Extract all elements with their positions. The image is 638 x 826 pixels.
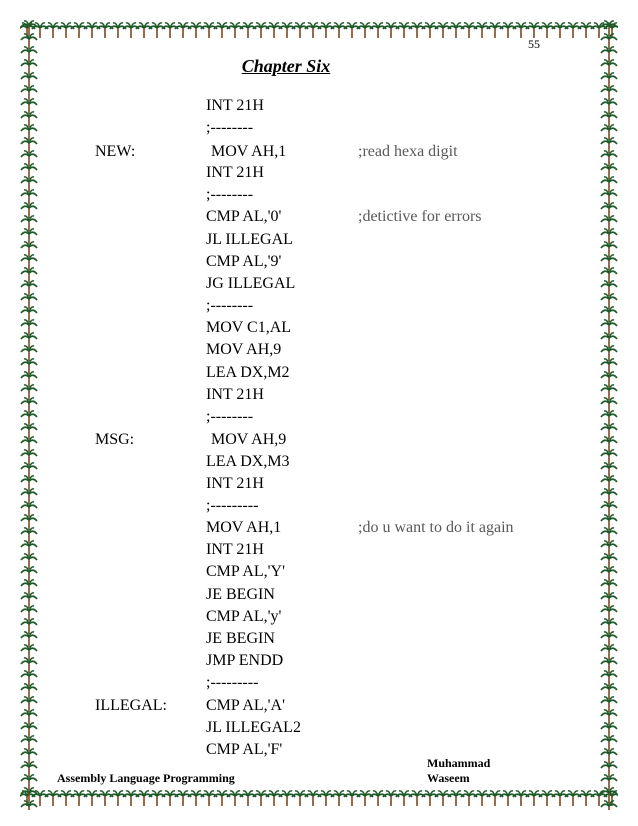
code-line: ;--------- [206, 497, 259, 514]
palm-tree-icon [601, 398, 617, 413]
palm-tree-icon [474, 791, 490, 806]
code-line: JE BEGIN [206, 630, 275, 647]
palm-tree-icon [21, 34, 37, 49]
palm-tree-icon [500, 23, 516, 38]
palm-tree-icon [21, 762, 37, 777]
code-line: MOV AH,9 [211, 431, 287, 448]
palm-tree-icon [21, 307, 37, 322]
palm-tree-icon [601, 710, 617, 725]
palm-tree-icon [601, 554, 617, 569]
palm-tree-icon [500, 791, 516, 806]
code-line: ;-------- [206, 186, 254, 203]
label-msg: MSG: [95, 431, 135, 448]
palm-tree-icon [162, 23, 178, 38]
palm-tree-icon [21, 424, 37, 439]
code-line: ;-------- [206, 119, 254, 136]
code-line: LEA DX,M2 [206, 364, 290, 381]
code-line: CMP AL,'y' [206, 608, 282, 625]
palm-tree-icon [188, 23, 204, 38]
palm-tree-icon [601, 489, 617, 504]
palm-tree-icon [21, 476, 37, 491]
palm-tree-icon [21, 658, 37, 673]
palm-tree-icon [21, 788, 37, 803]
palm-tree-icon [253, 791, 269, 806]
palm-border-left [18, 18, 40, 810]
palm-tree-icon [539, 791, 555, 806]
palm-tree-icon [21, 385, 37, 400]
palm-tree-icon [175, 791, 191, 806]
palm-tree-icon [253, 23, 269, 38]
palm-tree-icon [136, 791, 152, 806]
palm-tree-icon [279, 23, 295, 38]
palm-tree-icon [227, 23, 243, 38]
palm-tree-icon [601, 138, 617, 153]
palm-tree-icon [110, 23, 126, 38]
palm-tree-icon [601, 164, 617, 179]
palm-tree-icon [461, 23, 477, 38]
palm-tree-icon [448, 791, 464, 806]
palm-tree-icon [21, 320, 37, 335]
palm-tree-icon [601, 476, 617, 491]
code-line: CMP AL,'Y' [206, 563, 285, 580]
palm-tree-icon [21, 86, 37, 101]
palm-tree-icon [240, 791, 256, 806]
palm-tree-icon [601, 333, 617, 348]
palm-tree-icon [45, 791, 61, 806]
palm-tree-icon [396, 23, 412, 38]
palm-tree-icon [21, 255, 37, 270]
palm-tree-icon [601, 268, 617, 283]
palm-tree-icon [21, 723, 37, 738]
code-line: MOV C1,AL [206, 319, 292, 336]
palm-tree-icon [214, 791, 230, 806]
palm-tree-icon [513, 791, 529, 806]
palm-tree-icon [21, 775, 37, 790]
palm-tree-icon [601, 424, 617, 439]
palm-tree-icon [21, 632, 37, 647]
palm-tree-icon [601, 788, 617, 803]
palm-tree-icon [526, 791, 542, 806]
palm-tree-icon [21, 619, 37, 634]
palm-tree-icon [21, 125, 37, 140]
palm-tree-icon [370, 23, 386, 38]
palm-tree-icon [601, 697, 617, 712]
palm-tree-icon [601, 86, 617, 101]
palm-tree-icon [21, 242, 37, 257]
palm-tree-icon [601, 73, 617, 88]
palm-tree-icon [175, 23, 191, 38]
palm-tree-icon [21, 398, 37, 413]
palm-tree-icon [552, 791, 568, 806]
palm-tree-icon [474, 23, 490, 38]
palm-tree-icon [84, 23, 100, 38]
palm-tree-icon [21, 177, 37, 192]
palm-tree-icon [601, 528, 617, 543]
palm-tree-icon [601, 411, 617, 426]
palm-tree-icon [123, 791, 139, 806]
palm-tree-icon [409, 23, 425, 38]
comment-detect: ;detictive for errors [358, 208, 482, 225]
code-line: INT 21H [206, 541, 264, 558]
palm-tree-icon [435, 791, 451, 806]
code-line: MOV AH,1 [206, 519, 282, 536]
palm-tree-icon [149, 791, 165, 806]
footer-book-title: Assembly Language Programming [57, 771, 235, 785]
code-line: INT 21H [206, 386, 264, 403]
footer-author-last: Waseem [427, 771, 470, 785]
palm-tree-icon [357, 791, 373, 806]
palm-tree-icon [201, 791, 217, 806]
code-line: JG ILLEGAL [206, 275, 296, 292]
palm-tree-icon [21, 541, 37, 556]
palm-tree-icon [21, 164, 37, 179]
palm-tree-icon [409, 791, 425, 806]
palm-tree-icon [601, 281, 617, 296]
palm-tree-icon [601, 567, 617, 582]
palm-tree-icon [601, 749, 617, 764]
label-new: NEW: [95, 143, 136, 160]
palm-tree-icon [21, 515, 37, 530]
palm-tree-icon [601, 593, 617, 608]
palm-tree-icon [601, 502, 617, 517]
palm-tree-icon [188, 791, 204, 806]
palm-tree-icon [21, 710, 37, 725]
code-line: CMP AL,'9' [206, 253, 282, 270]
palm-tree-icon [58, 23, 74, 38]
code-line: CMP AL,'F' [206, 741, 283, 758]
palm-tree-icon [21, 554, 37, 569]
code-line: LEA DX,M3 [206, 453, 290, 470]
palm-tree-icon [305, 791, 321, 806]
palm-tree-icon [123, 23, 139, 38]
code-line: MOV AH,1 [211, 143, 287, 160]
palm-tree-icon [279, 791, 295, 806]
palm-border-bottom [20, 786, 618, 810]
palm-tree-icon [565, 23, 581, 38]
palm-tree-icon [97, 791, 113, 806]
palm-tree-icon [21, 528, 37, 543]
palm-tree-icon [21, 112, 37, 127]
palm-tree-icon [601, 125, 617, 140]
palm-tree-icon [318, 791, 334, 806]
label-illegal: ILLEGAL: [95, 697, 167, 714]
palm-tree-icon [21, 21, 37, 36]
palm-tree-icon [227, 791, 243, 806]
palm-tree-icon [601, 775, 617, 790]
palm-tree-icon [201, 23, 217, 38]
palm-tree-icon [601, 684, 617, 699]
palm-tree-icon [552, 23, 568, 38]
palm-tree-icon [539, 23, 555, 38]
code-line: INT 21H [206, 164, 264, 181]
footer-author [427, 756, 490, 786]
palm-tree-icon [601, 671, 617, 686]
palm-tree-icon [162, 791, 178, 806]
palm-tree-icon [21, 437, 37, 452]
palm-tree-icon [331, 23, 347, 38]
palm-tree-icon [601, 242, 617, 257]
palm-tree-icon [601, 177, 617, 192]
palm-tree-icon [422, 23, 438, 38]
palm-tree-icon [601, 632, 617, 647]
code-line: JL ILLEGAL2 [206, 719, 301, 736]
palm-border-right [598, 18, 620, 810]
palm-tree-icon [71, 791, 87, 806]
palm-tree-icon [601, 216, 617, 231]
palm-tree-icon [21, 684, 37, 699]
palm-tree-icon [601, 450, 617, 465]
palm-tree-icon [396, 791, 412, 806]
palm-tree-icon [487, 791, 503, 806]
palm-tree-icon [344, 23, 360, 38]
palm-tree-icon [21, 359, 37, 374]
palm-tree-icon [21, 463, 37, 478]
palm-tree-icon [601, 346, 617, 361]
code-line: INT 21H [206, 97, 264, 114]
chapter-title: Chapter Six [241, 56, 331, 76]
palm-tree-icon [565, 791, 581, 806]
palm-tree-icon [21, 216, 37, 231]
palm-tree-icon [21, 502, 37, 517]
code-line: JE BEGIN [206, 586, 275, 603]
page-number: 55 [528, 37, 540, 51]
palm-tree-icon [21, 593, 37, 608]
palm-tree-icon [21, 333, 37, 348]
palm-tree-icon [601, 320, 617, 335]
palm-tree-icon [292, 791, 308, 806]
palm-tree-icon [21, 372, 37, 387]
palm-tree-icon [21, 671, 37, 686]
palm-tree-icon [292, 23, 308, 38]
palm-tree-icon [601, 437, 617, 452]
palm-tree-icon [331, 791, 347, 806]
palm-tree-icon [601, 151, 617, 166]
palm-tree-icon [149, 23, 165, 38]
palm-tree-icon [601, 580, 617, 595]
palm-tree-icon [383, 791, 399, 806]
code-line: ;-------- [206, 408, 254, 425]
palm-tree-icon [21, 294, 37, 309]
code-line: JMP ENDD [206, 652, 284, 669]
palm-tree-icon [526, 23, 542, 38]
palm-tree-icon [601, 541, 617, 556]
palm-tree-icon [357, 23, 373, 38]
palm-tree-icon [136, 23, 152, 38]
palm-tree-icon [601, 736, 617, 751]
code-line: ;--------- [206, 674, 259, 691]
palm-tree-icon [601, 619, 617, 634]
palm-tree-icon [383, 23, 399, 38]
palm-tree-icon [21, 749, 37, 764]
palm-tree-icon [601, 606, 617, 621]
palm-tree-icon [601, 255, 617, 270]
palm-tree-icon [601, 34, 617, 49]
palm-tree-icon [344, 791, 360, 806]
palm-tree-icon [305, 23, 321, 38]
palm-tree-icon [21, 489, 37, 504]
palm-tree-icon [21, 411, 37, 426]
palm-tree-icon [601, 99, 617, 114]
palm-tree-icon [21, 450, 37, 465]
palm-tree-icon [58, 791, 74, 806]
palm-tree-icon [110, 791, 126, 806]
code-line: INT 21H [206, 475, 264, 492]
palm-tree-icon [578, 791, 594, 806]
palm-tree-icon [21, 151, 37, 166]
palm-tree-icon [601, 47, 617, 62]
code-line: CMP AL,'0' [206, 208, 282, 225]
palm-tree-icon [601, 762, 617, 777]
palm-tree-icon [21, 567, 37, 582]
palm-tree-icon [21, 736, 37, 751]
palm-tree-icon [21, 645, 37, 660]
palm-tree-icon [21, 606, 37, 621]
palm-tree-icon [84, 791, 100, 806]
palm-tree-icon [21, 99, 37, 114]
palm-tree-icon [601, 645, 617, 660]
palm-tree-icon [601, 359, 617, 374]
palm-tree-icon [601, 190, 617, 205]
palm-tree-icon [45, 23, 61, 38]
palm-tree-icon [461, 791, 477, 806]
palm-tree-icon [21, 346, 37, 361]
palm-tree-icon [513, 23, 529, 38]
footer-author-first: Muhammad [427, 756, 491, 770]
palm-tree-icon [21, 203, 37, 218]
palm-tree-icon [266, 791, 282, 806]
palm-tree-icon [601, 203, 617, 218]
palm-tree-icon [435, 23, 451, 38]
palm-tree-icon [21, 268, 37, 283]
code-line: CMP AL,'A' [206, 697, 285, 714]
palm-tree-icon [601, 372, 617, 387]
palm-tree-icon [601, 658, 617, 673]
code-line: MOV AH,9 [206, 341, 282, 358]
palm-tree-icon [578, 23, 594, 38]
comment-again: ;do u want to do it again [358, 519, 514, 536]
palm-tree-icon [240, 23, 256, 38]
palm-tree-icon [448, 23, 464, 38]
palm-tree-icon [266, 23, 282, 38]
palm-tree-icon [318, 23, 334, 38]
palm-tree-icon [601, 229, 617, 244]
palm-tree-icon [422, 791, 438, 806]
palm-tree-icon [21, 190, 37, 205]
palm-tree-icon [370, 791, 386, 806]
palm-tree-icon [601, 463, 617, 478]
palm-tree-icon [487, 23, 503, 38]
palm-tree-icon [601, 307, 617, 322]
code-line: ;-------- [206, 297, 254, 314]
palm-tree-icon [21, 580, 37, 595]
code-line: JL ILLEGAL [206, 231, 293, 248]
palm-tree-icon [214, 23, 230, 38]
palm-tree-icon [21, 697, 37, 712]
comment-read: ;read hexa digit [358, 143, 458, 160]
palm-tree-icon [601, 294, 617, 309]
palm-tree-icon [97, 23, 113, 38]
palm-tree-icon [21, 138, 37, 153]
palm-tree-icon [71, 23, 87, 38]
palm-tree-icon [21, 281, 37, 296]
palm-tree-icon [21, 229, 37, 244]
palm-tree-icon [601, 385, 617, 400]
palm-tree-icon [601, 21, 617, 36]
palm-tree-icon [601, 723, 617, 738]
palm-tree-icon [601, 112, 617, 127]
palm-tree-icon [601, 60, 617, 75]
palm-tree-icon [601, 515, 617, 530]
